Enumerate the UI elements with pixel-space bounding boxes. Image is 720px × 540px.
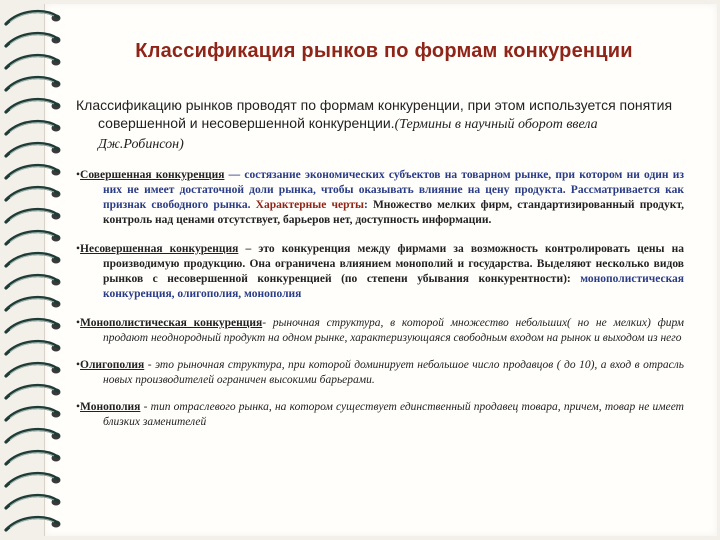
bullet: • — [76, 169, 81, 181]
feature-text: Множество мелких фирм, стандартизированный продукт, контроль над ценами отсутствует, барьеров нет, доступность информации. — [103, 199, 684, 226]
term-monopoly: Монополия — [80, 401, 141, 413]
term-imperfect-competition: Несовершенная конкуренция — [80, 243, 239, 255]
intro-paragraph — [76, 96, 684, 154]
spiral-ring — [6, 144, 61, 156]
spiral-ring — [6, 166, 61, 178]
monopolistic-competition-desc: - рыночная структура, в которой множество небольших( но не мелких) фирм продают неоднородный продукт на одном рынке, характеризующаяся свободным входом на рынок и выходом из него — [103, 317, 684, 344]
spiral-ring — [6, 430, 61, 442]
spiral-ring — [6, 210, 61, 222]
feature-label: Характерные черты — [255, 199, 364, 211]
perfect-competition-desc: — состязание экономических субъектов на товарном рынке, при котором ни один из них не имеет достаточной доли рынка, чтобы оказывать влияние на цену продукта. Рассматривается как признак свободного рынка. — [103, 169, 684, 211]
spiral-ring — [6, 452, 61, 464]
slide-title: Классификация рынков по формам конкуренции — [135, 40, 633, 62]
spiral-ring — [6, 364, 61, 376]
oligopoly-desc: - это рыночная структура, при которой доминирует небольшое число продавцов ( до 10), а вход в отрасль новых производителей ограничен высокими барьерами. — [103, 359, 684, 386]
spiral-ring — [6, 78, 61, 90]
imperfect-competition-desc: – это конкуренция между фирмами за возможность контролировать цены на производимую продукцию. Она ограничена влиянием монополий и государства. Выделяют несколько видов рынков с несовершенной конкуренцией (по степени убывания конкурентности): — [103, 243, 685, 285]
list-item-imperfect-competition — [76, 242, 684, 302]
spiral-ring — [6, 56, 61, 68]
bullet: • — [76, 359, 81, 371]
spiral-ring — [6, 342, 61, 354]
term-monopolistic-competition: Монополистическая конкуренция — [80, 317, 263, 329]
slide-body — [76, 96, 684, 442]
spiral-ring — [6, 34, 61, 46]
spiral-ring — [6, 276, 61, 288]
bullet: • — [76, 243, 81, 255]
spiral-ring — [6, 386, 61, 398]
imperfect-market-types: монополистическая конкуренция, олигополия, монополия — [103, 273, 684, 300]
list-item-monopolistic-competition — [76, 316, 684, 346]
term-oligopoly: Олигополия — [80, 359, 145, 371]
intro-note: (Термины в научный оборот ввела Дж.Робинсон) — [98, 117, 598, 152]
monopoly-desc: - тип отраслевого рынка, на котором существует единственный продавец товара, причем, товар не имеет близких заменителей — [103, 401, 684, 428]
spiral-ring — [6, 254, 61, 266]
spiral-ring — [6, 320, 61, 332]
list-item-monopoly — [76, 400, 684, 430]
spiral-ring — [6, 100, 61, 112]
spiral-binding — [0, 0, 80, 540]
term-perfect-competition: Совершенная конкуренция — [80, 169, 225, 181]
bullet: • — [76, 317, 81, 329]
bullet: • — [76, 401, 81, 413]
spiral-ring — [6, 298, 61, 310]
spiral-ring — [6, 408, 61, 420]
spiral-ring — [6, 474, 61, 486]
spiral-ring — [6, 518, 61, 530]
spiral-ring — [6, 496, 61, 508]
intro-text: Классификацию рынков проводят по формам конкуренции, при этом используется понятия совершенной и несовершенной конкуренции. — [76, 97, 673, 131]
spiral-ring — [6, 188, 61, 200]
list-item-perfect-competition — [76, 168, 684, 228]
feature-colon: : — [363, 199, 373, 211]
list-item-oligopoly — [76, 358, 684, 388]
spiral-ring — [6, 12, 61, 24]
spiral-ring — [6, 122, 61, 134]
spiral-ring — [6, 232, 61, 244]
